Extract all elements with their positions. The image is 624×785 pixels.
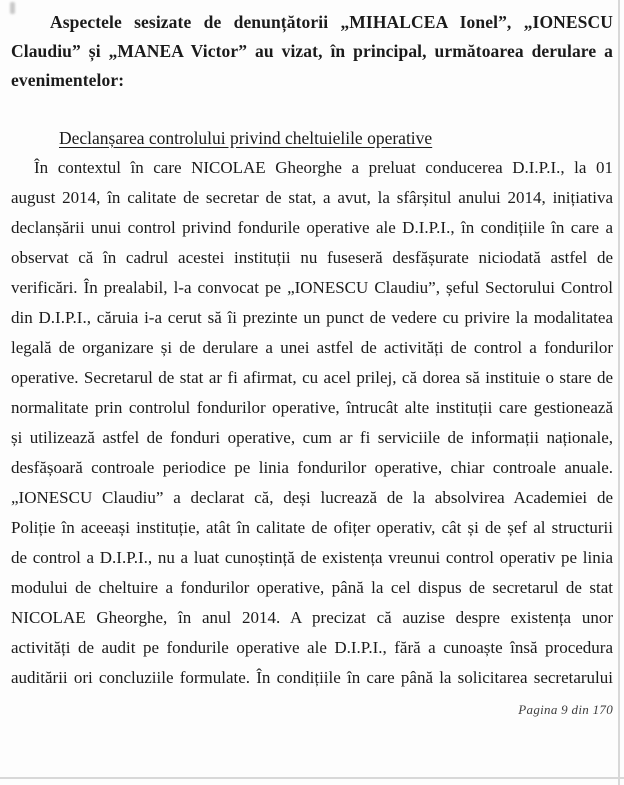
text-line: observat că în cadrul acestei instituții nu fuseseră desfășurate niciodată astfel de (11, 248, 613, 267)
page-number-footer: Pagina 9 din 170 (518, 702, 613, 717)
text-line: din D.I.P.I., căruia i-a cerut să îi prezinte un punct de vedere cu privire la modalitatea (11, 308, 613, 327)
text-line: Claudiu” și „MANEA Victor” au vizat, în principal, următoarea derulare a (11, 41, 613, 61)
text-line: modului de cheltuire a fondurilor operative, până la cel dispus de secretarul de stat (11, 578, 613, 597)
text-line: „IONESCU Claudiu” a declarat că, deși lucrează de la absolvirea Academiei de (11, 488, 613, 507)
text-line: În contextul în care NICOLAE Gheorghe a preluat conducerea D.I.P.I., la 01 (34, 158, 613, 177)
text-line: legală de organizare și de derulare a unei astfel de activități de control a fondurilor (11, 338, 613, 357)
text-line: operative. Secretarul de stat ar fi afirmat, cu acel prilej, că dorea să instituie o stare de (11, 368, 613, 387)
intro-paragraph (11, 8, 613, 95)
text-line: declanșării unui control privind fondurile operative ale D.I.P.I., în condițiile în care a (11, 218, 613, 237)
text-line: de control a D.I.P.I., nu a luat cunoștință de existența vreunui control operativ pe linia (11, 548, 613, 567)
text-line: Aspectele sesizate de denunțătorii „MIHALCEA Ionel”, „IONESCU (50, 12, 613, 32)
text-line: august 2014, în calitate de secretar de stat, a avut, la sfârșitul anului 2014, inițiativa (11, 188, 613, 207)
section-heading (59, 123, 613, 153)
text-line: desfășoară controale periodice pe linia fondurilor operative, chiar controale anuale. (11, 458, 613, 477)
section-heading-text: Declanșarea controlului privind cheltuielile operative (59, 128, 433, 148)
scan-edge-bottom-line (0, 777, 624, 779)
scan-edge-right-line (618, 0, 620, 785)
text-line: NICOLAE Gheorghe, în anul 2014. A precizat că auzise despre existența unor (11, 608, 613, 627)
text-line: Poliție în aceeași instituție, atât în calitate de ofițer operativ, cât și de șef al structurii (11, 518, 613, 537)
text-line: evenimentelor: (11, 70, 125, 90)
text-line: activități de audit pe fondurile operative ale D.I.P.I., fără a cunoaște însă procedura (11, 638, 613, 657)
text-line: verificări. În prealabil, l-a convocat pe „IONESCU Claudiu”, șeful Sectorului Control (11, 278, 613, 297)
text-line: normalitate prin controlul fondurilor operative, întrucât alte instituții care gestionează (11, 398, 613, 417)
text-line: și utilizează astfel de fonduri operative, cum ar fi serviciile de informații naționale, (11, 428, 613, 447)
text-line: auditării ori concluziile formulate. În condițiile în care până la solicitarea secretarului (11, 668, 613, 687)
body-paragraph (11, 153, 613, 693)
scan-artifact-top-left (10, 2, 15, 14)
